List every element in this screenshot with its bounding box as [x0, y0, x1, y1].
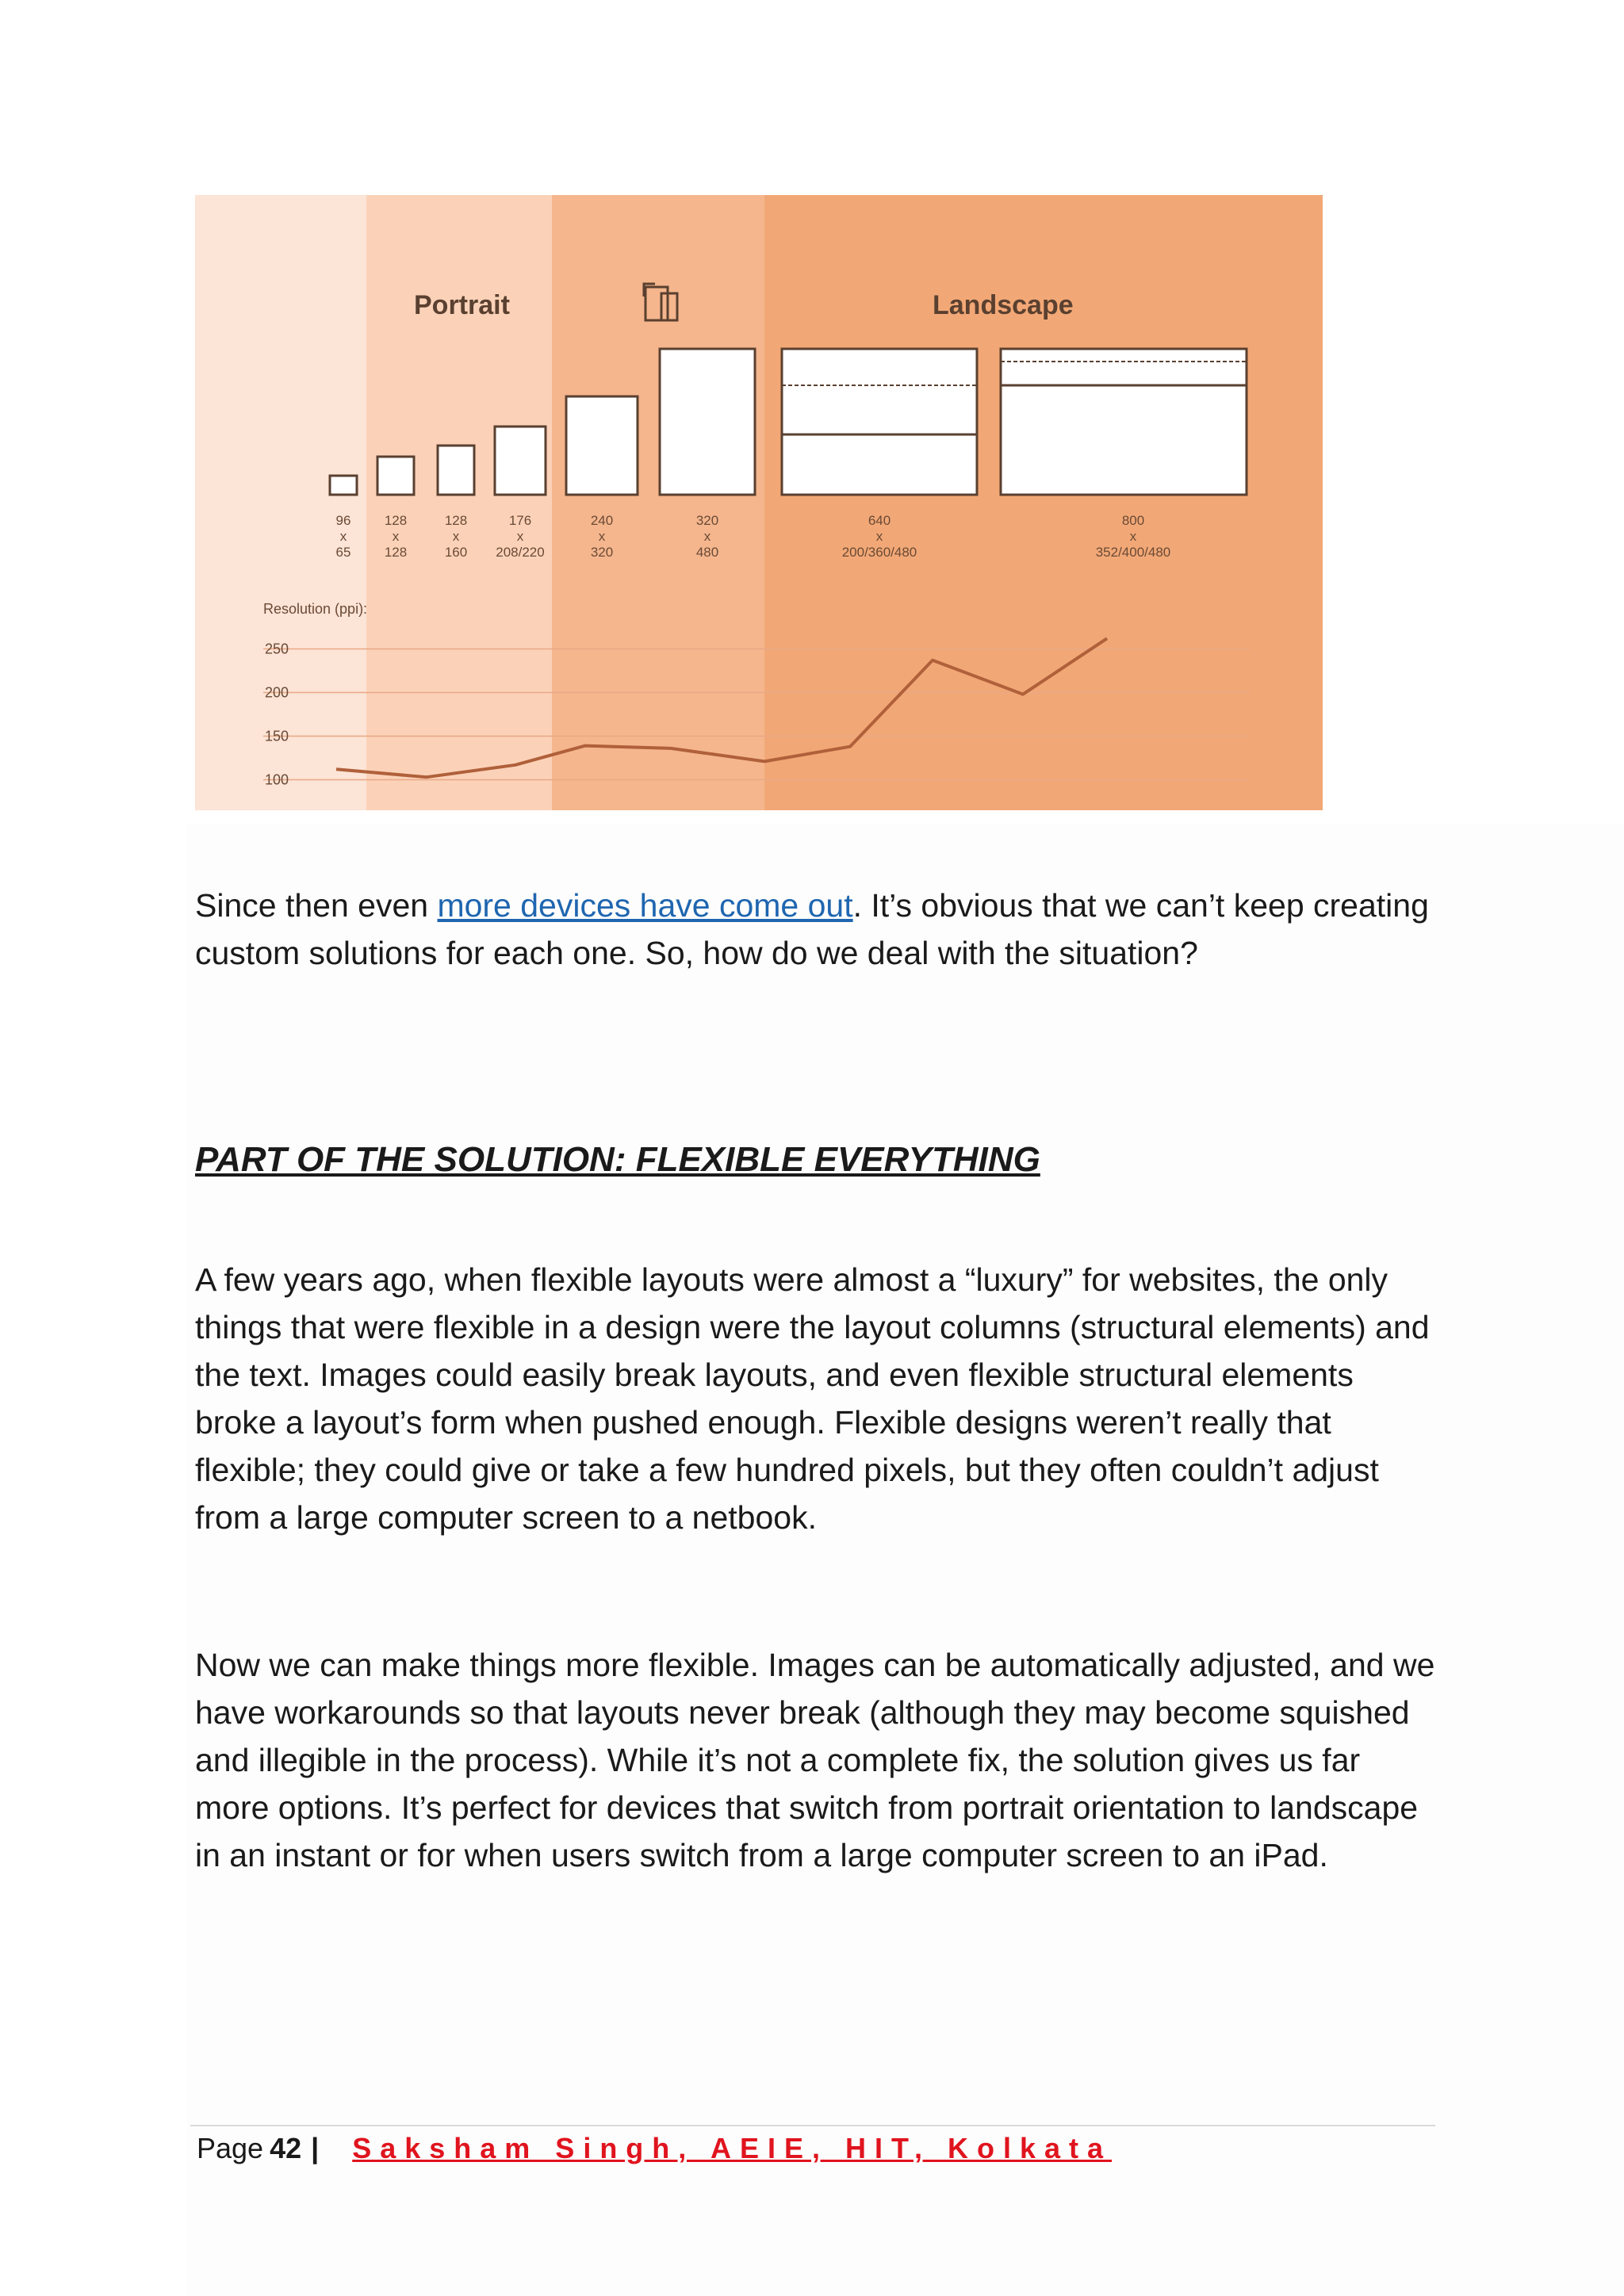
size-label-w: 128 [384, 513, 408, 528]
author-credit: Saksham Singh, AEIE, HIT, Kolkata [352, 2132, 1113, 2164]
section-heading: PART OF THE SOLUTION: FLEXIBLE EVERYTHING [195, 1140, 1040, 1179]
portrait-label: Portrait [414, 290, 510, 320]
paragraph-flexible-now [195, 1641, 1440, 1879]
size-label-h: 200/360/480 [841, 545, 917, 560]
size-label-w: 176 [508, 513, 532, 528]
band-1 [195, 195, 366, 810]
y-tick-label: 200 [265, 684, 289, 701]
size-label-h: 352/400/480 [1095, 545, 1171, 560]
device-resolution-figure [195, 195, 1323, 810]
content-background [187, 825, 1624, 2296]
y-tick-label: 150 [265, 728, 289, 744]
size-label-x: x [875, 529, 883, 544]
band-4 [764, 195, 1323, 810]
page-footer [197, 2131, 1112, 2166]
more-devices-link[interactable]: more devices have come out [437, 887, 853, 924]
size-label-x: x [452, 529, 460, 544]
device-box-800 [1001, 349, 1247, 495]
size-label-x: x [1129, 529, 1137, 544]
page-label: Page [197, 2132, 264, 2164]
size-label-h: 160 [444, 545, 468, 560]
size-label-x: x [598, 529, 606, 544]
paragraph-flexible-history-text: A few years ago, when flexible layouts were almost a “luxury” for websites, the only things that were flexible in a design were the layout columns (structural elements) and the text. Images could easily break layouts, and even flexible structural elements broke a layout’s form when pushed enough. Flexible designs weren’t really that flexible; they could give or take a few hundred pixels, but they often couldn’t adjust from a large computer screen to a netbook. [195, 1261, 1430, 1536]
band-2 [366, 195, 552, 810]
size-label-w: 128 [444, 513, 468, 528]
size-label-h: 208/220 [496, 545, 545, 560]
figure-canvas [195, 195, 1323, 810]
paragraph-flexible-history [195, 1256, 1440, 1541]
device-box-176x208 [495, 427, 546, 495]
device-box-128x160 [438, 446, 474, 495]
size-label-x: x [703, 529, 711, 544]
size-label-w: 640 [868, 513, 891, 528]
intro-after-link: . It’s obvious that we can’t keep creating custom solutions for each one. So, how do we deal with the situation? [195, 887, 1429, 971]
intro-before-link: Since then even [195, 887, 438, 924]
footer-divider [190, 2125, 1435, 2126]
y-tick-label: 250 [265, 641, 289, 657]
size-label-w: 800 [1121, 513, 1145, 528]
intro-paragraph [195, 882, 1440, 977]
size-label-w: 96 [335, 513, 351, 528]
size-label-x: x [392, 529, 400, 544]
device-box-640 [782, 349, 977, 495]
paragraph-flexible-now-text: Now we can make things more flexible. Images can be automatically adjusted, and we have workarounds so that layouts never break (although they may become squished and illegible in the process). While it’s not a complete fix, the solution gives us far more options. It’s perfect for devices that switch from portrait orientation to landscape in an instant or for when users switch from a large computer screen to an iPad. [195, 1647, 1435, 1873]
landscape-label: Landscape [933, 290, 1074, 320]
page-number: 42 [270, 2132, 302, 2164]
resolution-axis-label: Resolution (ppi): [263, 601, 368, 617]
device-box-96x65 [330, 476, 357, 495]
size-label-x: x [339, 529, 347, 544]
size-label-x: x [516, 529, 524, 544]
size-label-h: 320 [590, 545, 614, 560]
footer-separator: | [311, 2132, 320, 2164]
size-label-h: 128 [384, 545, 408, 560]
device-box-128x128 [377, 457, 414, 495]
size-label-h: 65 [335, 545, 351, 560]
size-label-h: 480 [695, 545, 719, 560]
size-label-w: 320 [695, 513, 719, 528]
device-box-240x320 [566, 396, 638, 495]
y-tick-label: 100 [265, 771, 289, 788]
device-box-320x480 [660, 349, 755, 495]
size-label-w: 240 [590, 513, 614, 528]
